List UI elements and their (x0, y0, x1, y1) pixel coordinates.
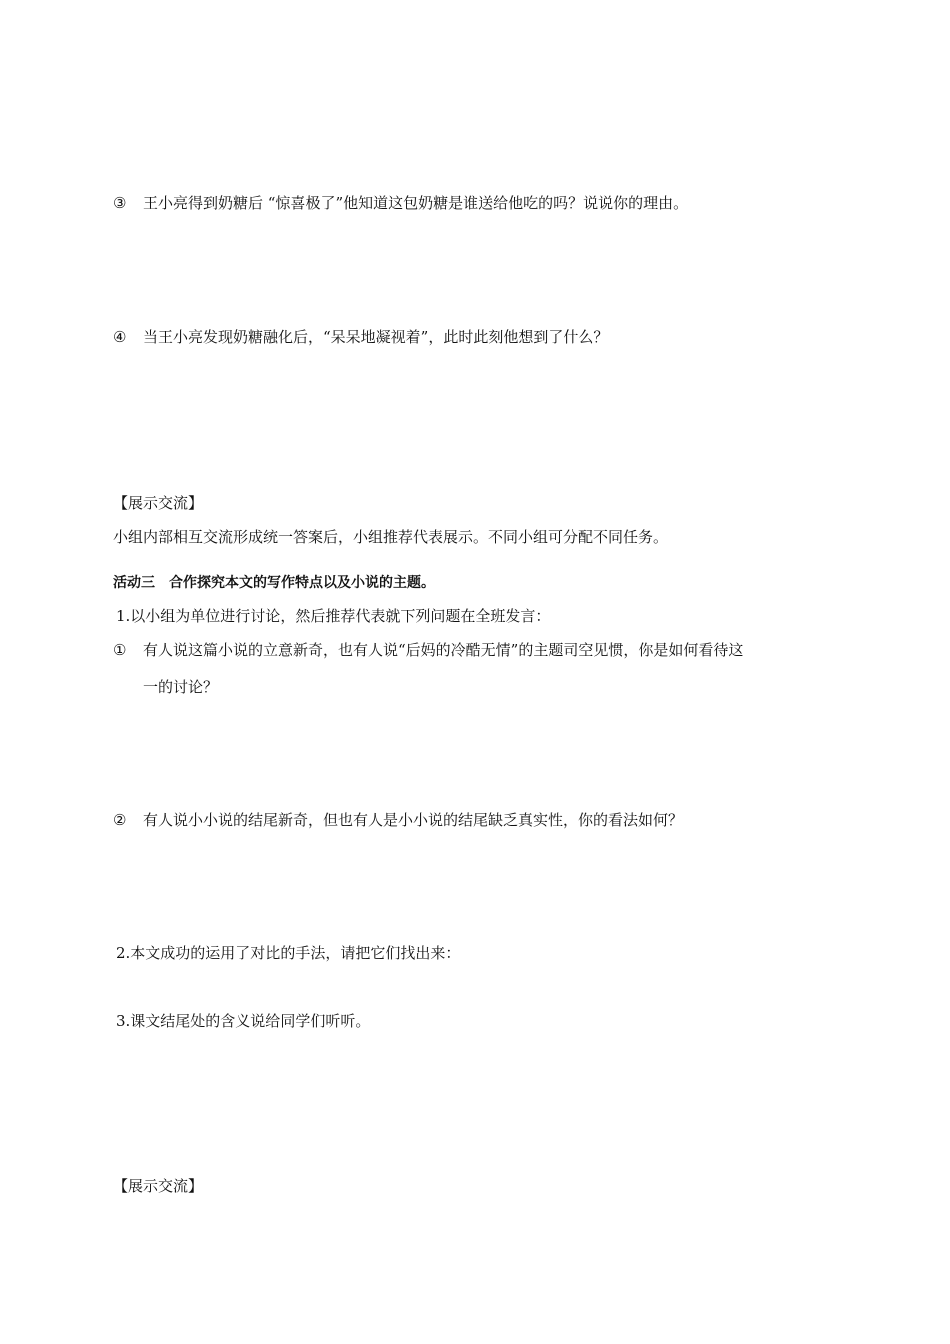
question-text: 王小亮得到奶糖后 “惊喜极了”他知道这包奶糖是谁送给他吃的吗？说说你的理由。 (143, 194, 689, 212)
activity-item-1: 1.以小组为单位进行讨论，然后推荐代表就下列问题在全班发言： (116, 607, 551, 625)
activity-item-2: 2.本文成功的运用了对比的手法，请把它们找出来： (116, 944, 461, 962)
section-heading: 【展示交流】 (113, 1177, 204, 1195)
question-number: ④ (113, 328, 127, 346)
section-heading: 【展示交流】 (113, 494, 204, 512)
question-number: ① (113, 641, 127, 659)
question-text-continued: 一的讨论？ (143, 678, 219, 696)
question-number: ③ (113, 194, 127, 212)
question-text: 有人说小小说的结尾新奇，但也有人是小小说的结尾缺乏真实性，你的看法如何？ (143, 811, 684, 829)
question-number: ② (113, 811, 127, 829)
section-body: 小组内部相互交流形成统一答案后，小组推荐代表展示。不同小组可分配不同任务。 (113, 528, 669, 546)
question-text: 当王小亮发现奶糖融化后，“呆呆地凝视着”，此时此刻他想到了什么？ (143, 328, 609, 346)
activity-title: 活动三 合作探究本文的写作特点以及小说的主题。 (113, 575, 435, 591)
activity-item-3: 3.课文结尾处的含义说给同学们听听。 (116, 1012, 371, 1030)
question-text: 有人说这篇小说的立意新奇，也有人说“后妈的冷酷无情”的主题司空见惯，你是如何看待这 (143, 641, 744, 659)
